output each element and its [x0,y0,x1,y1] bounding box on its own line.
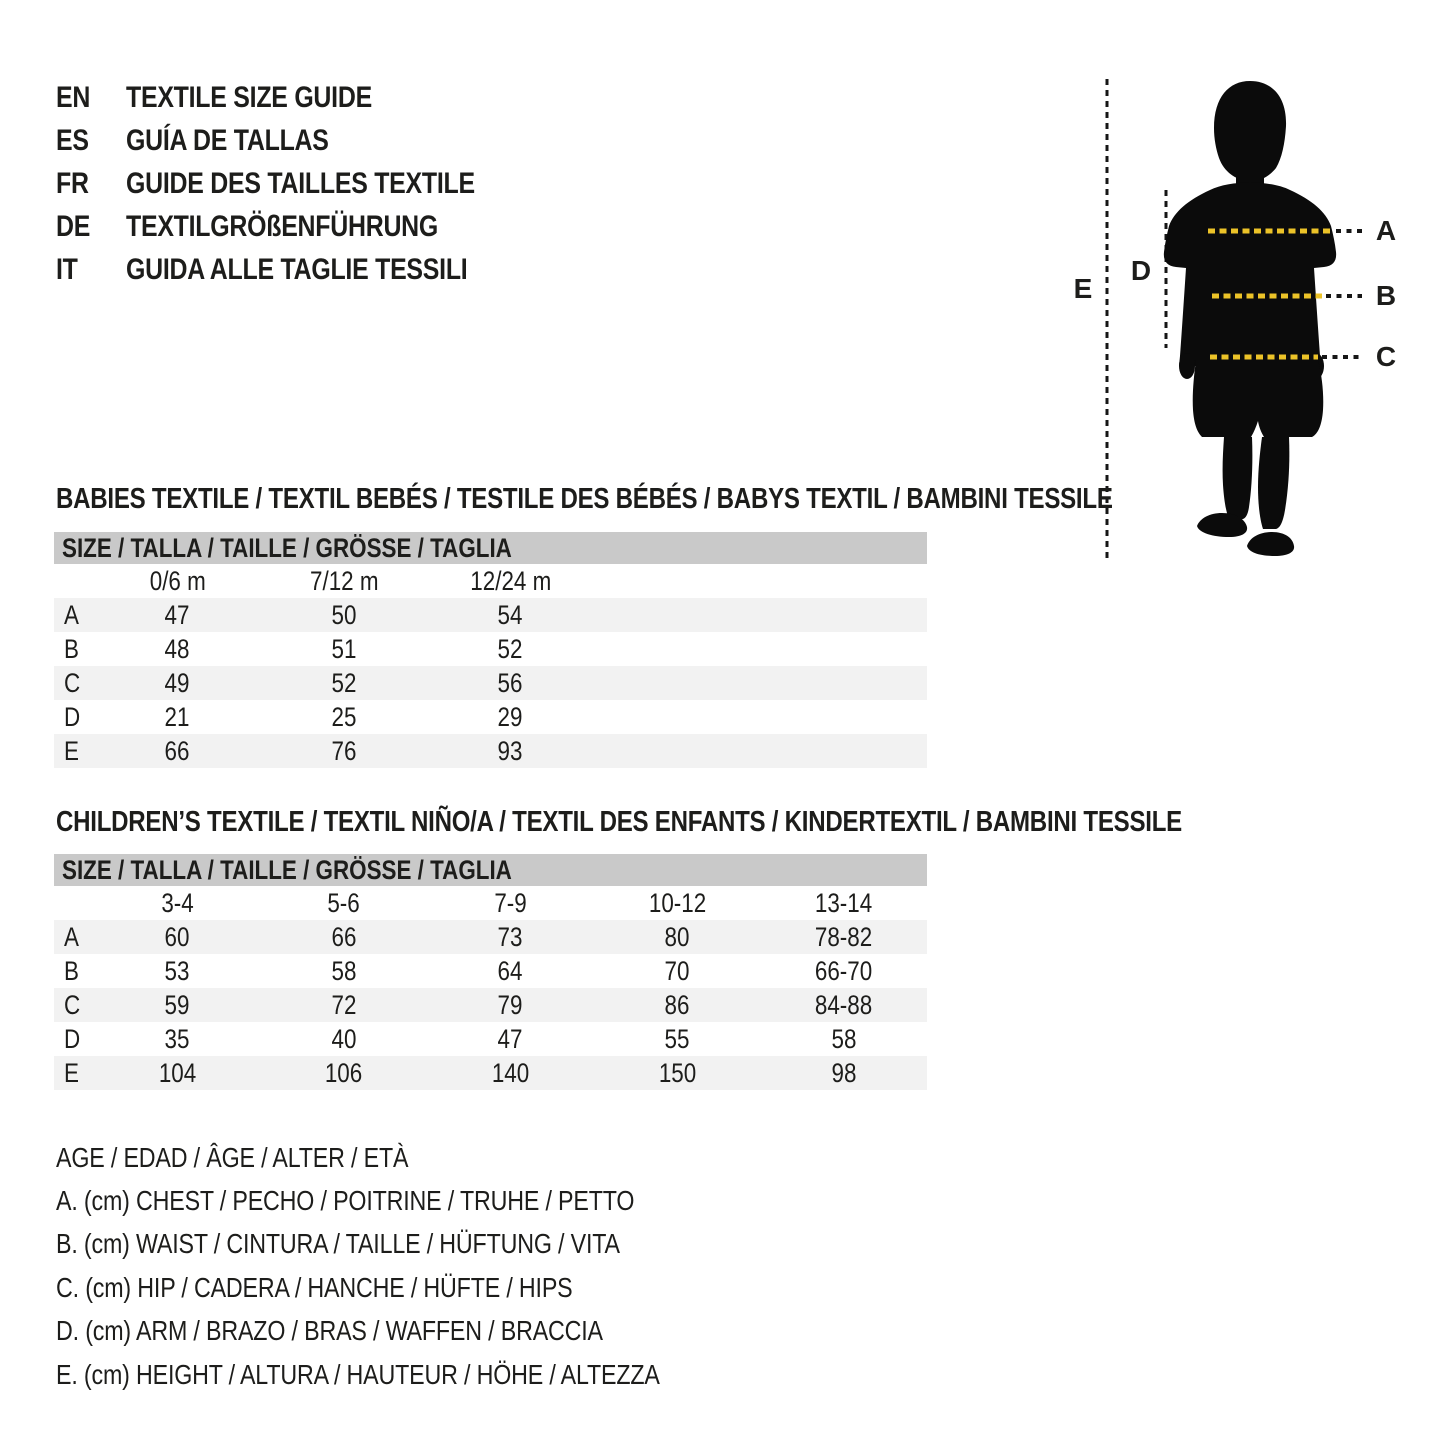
table-row [54,954,927,988]
table-cell [427,736,594,767]
guide-title-es: GUÍA DE TALLAS [126,123,329,157]
row-label-text: C [64,667,81,698]
row-label [54,668,94,699]
cell-value: 79 [498,989,523,1020]
table-cell [94,990,261,1021]
language-code-text: ES [56,123,89,157]
cell-value: 59 [164,989,190,1020]
language-row-de [56,205,546,248]
table-cell [427,922,594,953]
cell-value: 55 [664,1023,690,1054]
cell-value: 84-88 [815,989,873,1020]
cell-value: 50 [331,599,357,630]
table-cell [594,1058,761,1089]
babies-col-header-text: 7/12 m [309,565,379,596]
cell-value: 52 [331,667,357,698]
legend-line-age [56,1136,783,1179]
legend-text: D. (cm) ARM / BRAZO / BRAS / WAFFEN / BRACCIA [56,1315,603,1347]
language-row-en [56,76,546,119]
babies-col-header [261,566,428,597]
cell-value: 53 [164,955,190,986]
cell-value: 78-82 [815,921,873,952]
table-cell [94,634,261,665]
table-cell [427,668,594,699]
table-row [54,988,927,1022]
table-cell [261,600,428,631]
row-label [54,736,94,767]
table-cell [594,990,761,1021]
cell-value: 47 [498,1023,523,1054]
cell-value: 25 [331,701,357,732]
babies-col-header [94,566,261,597]
language-code-en [56,81,126,115]
language-row-es [56,119,546,162]
language-code-text: EN [56,80,91,114]
language-row-it [56,248,546,291]
cell-value: 66-70 [815,955,873,986]
cell-value: 80 [664,921,690,952]
children-size-table [54,854,927,1090]
table-cell [94,922,261,953]
row-label-text: A [64,921,79,952]
cell-value: 64 [498,955,523,986]
cell-value: 58 [331,955,357,986]
cell-value: 47 [164,599,190,630]
table-cell [94,600,261,631]
table-cell [427,634,594,665]
row-label [54,600,94,631]
table-cell [760,990,927,1021]
cell-value: 93 [498,735,523,766]
row-label [54,956,94,987]
legend-line-height [56,1353,783,1396]
table-row [54,666,927,700]
table-row [54,598,927,632]
row-label-text: D [64,1023,81,1054]
babies-size-header-text: SIZE / TALLA / TAILLE / GRÖSSE / TAGLIA [62,532,512,563]
babies-size-table [54,532,927,768]
children-col-header [760,888,927,919]
table-cell [261,1058,428,1089]
children-col-header-text: 7-9 [494,887,527,918]
cell-value: 40 [331,1023,357,1054]
table-cell [261,956,428,987]
legend-text: C. (cm) HIP / CADERA / HANCHE / HÜFTE / HIPS [56,1271,573,1303]
language-header [56,76,546,291]
cell-value: 52 [498,633,523,664]
cell-value: 72 [331,989,357,1020]
table-cell [594,1024,761,1055]
legend-line-arm [56,1310,783,1353]
table-cell [94,668,261,699]
row-label [54,922,94,953]
language-code-text: FR [56,166,89,200]
row-label-text: D [64,701,81,732]
children-col-header-text: 13-14 [815,887,873,918]
children-size-header-bar [54,854,927,886]
language-code-it [56,253,126,287]
table-cell [427,1058,594,1089]
cell-value: 56 [498,667,523,698]
language-code-text: DE [56,209,91,243]
cell-value: 66 [331,921,357,952]
hip-label: C [1375,341,1397,372]
table-row [54,700,927,734]
legend-line-chest [56,1179,783,1222]
babies-column-header-row [54,564,927,598]
children-column-header-row [54,886,927,920]
table-cell [261,668,428,699]
babies-size-header-bar [54,532,927,564]
language-code-text: IT [56,252,78,286]
table-cell [760,1058,927,1089]
cell-value: 150 [658,1057,696,1088]
height-label: E [1073,273,1093,304]
row-label-text: C [64,989,81,1020]
row-label-text: B [64,955,79,986]
table-cell [261,702,428,733]
language-code-es [56,124,126,158]
cell-value: 58 [831,1023,857,1054]
language-row-fr [56,162,546,205]
table-cell [261,990,428,1021]
children-col-header [261,888,428,919]
table-cell [94,736,261,767]
row-label [54,634,94,665]
cell-value: 54 [498,599,523,630]
row-label [54,1058,94,1089]
row-label [54,1024,94,1055]
children-col-header [427,888,594,919]
children-section-title [56,806,1413,838]
guide-title-en: TEXTILE SIZE GUIDE [126,80,372,114]
table-cell [760,956,927,987]
table-cell [594,922,761,953]
table-row [54,1056,927,1090]
children-col-header-text: 5-6 [327,887,361,918]
table-cell [760,922,927,953]
cell-value: 106 [325,1057,363,1088]
table-cell [427,990,594,1021]
row-label [54,702,94,733]
cell-value: 60 [164,921,190,952]
table-cell [94,1058,261,1089]
cell-value: 35 [164,1023,190,1054]
row-label-text: A [64,599,79,630]
row-label-text: E [64,1057,79,1088]
cell-value: 51 [331,633,357,664]
cell-value: 70 [664,955,690,986]
table-cell [594,956,761,987]
table-cell [94,956,261,987]
cell-value: 21 [164,701,190,732]
babies-col-header-text: 0/6 m [149,565,206,596]
cell-value: 48 [164,633,190,664]
children-col-header [594,888,761,919]
row-label-text: B [64,633,79,664]
cell-value: 49 [164,667,190,698]
children-size-header-text: SIZE / TALLA / TAILLE / GRÖSSE / TAGLIA [62,854,512,885]
table-cell [261,922,428,953]
table-cell [427,956,594,987]
cell-value: 29 [498,701,523,732]
children-col-header-text: 3-4 [161,887,194,918]
babies-section-title [56,483,1329,515]
measurement-legend [56,1136,783,1396]
babies-col-header [427,566,594,597]
cell-value: 73 [498,921,523,952]
table-cell [261,1024,428,1055]
legend-line-waist [56,1223,783,1266]
guide-title-it: GUIDA ALLE TAGLIE TESSILI [126,252,468,286]
table-cell [427,1024,594,1055]
table-cell [760,1024,927,1055]
cell-value: 104 [158,1057,196,1088]
row-label [54,990,94,1021]
table-row [54,734,927,768]
legend-text: AGE / EDAD / ÂGE / ALTER / ETÀ [56,1141,409,1173]
table-cell [261,634,428,665]
legend-line-hip [56,1266,783,1309]
table-cell [427,600,594,631]
table-cell [261,736,428,767]
legend-text: E. (cm) HEIGHT / ALTURA / HAUTEUR / HÖHE / ALTEZZA [56,1358,660,1390]
cell-value: 140 [491,1057,530,1088]
legend-text: B. (cm) WAIST / CINTURA / TAILLE / HÜFTUNG / VITA [56,1228,620,1260]
table-cell [94,1024,261,1055]
table-row [54,632,927,666]
table-row [54,920,927,954]
children-col-header [94,888,261,919]
guide-title-fr: GUIDE DES TAILLES TEXTILE [126,166,475,200]
table-cell [427,702,594,733]
cell-value: 76 [331,735,357,766]
cell-value: 66 [164,735,190,766]
cell-value: 86 [664,989,690,1020]
waist-label: B [1375,280,1397,311]
table-cell [94,702,261,733]
children-section-title-text: CHILDREN’S TEXTILE / TEXTIL NIÑO/A / TEXTIL DES ENFANTS / KINDERTEXTIL / BAMBINI TESSILE [56,806,1182,838]
babies-col-header-text: 12/24 m [469,565,551,596]
guide-title-de: TEXTILGRÖßENFÜHRUNG [126,209,439,243]
children-col-header-text: 10-12 [648,887,706,918]
language-code-fr [56,167,126,201]
chest-label: A [1375,215,1397,246]
row-label-text: E [64,735,79,766]
table-row [54,1022,927,1056]
cell-value: 98 [831,1057,857,1088]
language-code-de [56,210,126,244]
arm-label: D [1130,255,1152,286]
babies-section-title-text: BABIES TEXTILE / TEXTIL BEBÉS / TESTILE DES BÉBÉS / BABYS TEXTIL / BAMBINI TESSILE [56,483,1113,515]
legend-text: A. (cm) CHEST / PECHO / POITRINE / TRUHE / PETTO [56,1185,635,1217]
